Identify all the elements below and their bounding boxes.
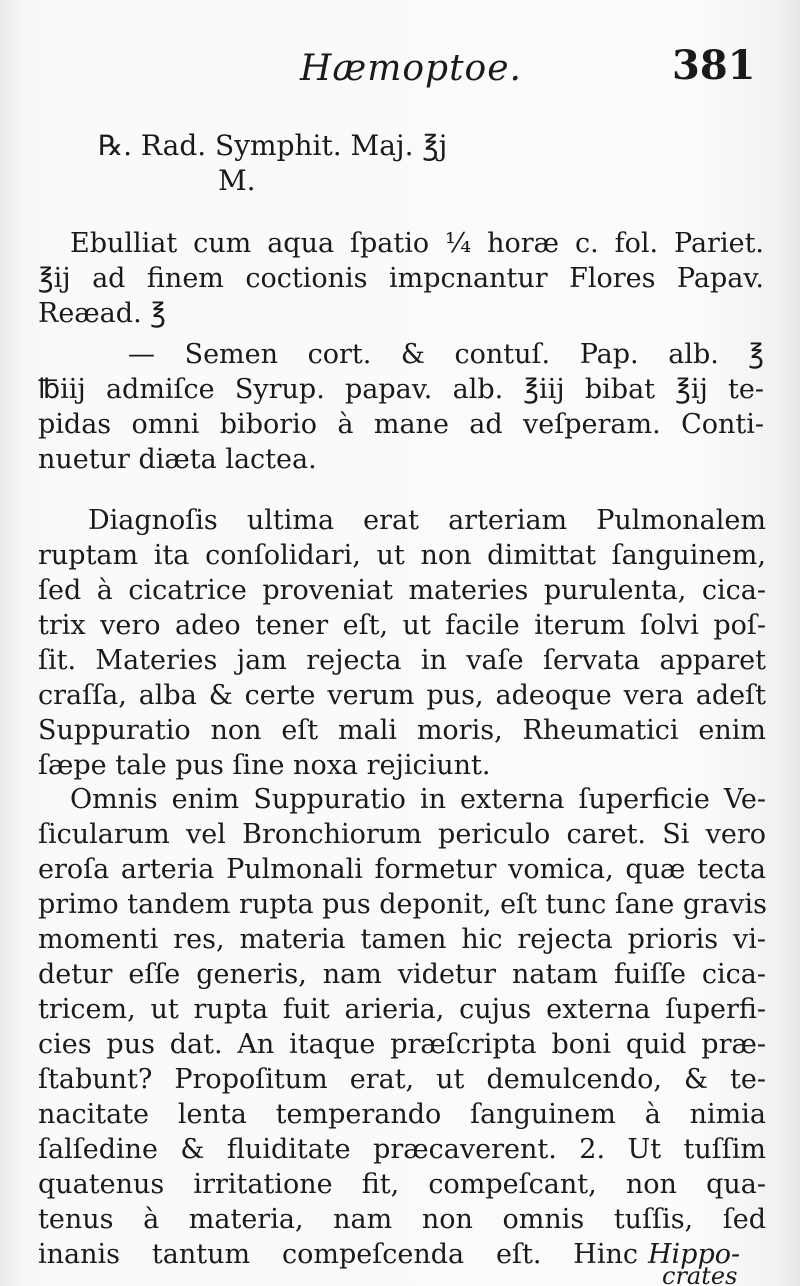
text-line: nuetur diæta lactea.: [38, 444, 317, 475]
text-line: tenus à materia, nam non omnis tuſſis, ſed: [38, 1204, 766, 1235]
page-header: [0, 38, 800, 98]
text-line: trix vero adeo tener eſt, ut facile iterum ſolvi poſ-: [38, 610, 766, 641]
page-number: 381: [672, 42, 756, 89]
text-line: Ebulliat cum aqua ſpatio ¼ horæ c. fol. Pariet.: [70, 228, 764, 259]
text-line: eroſa arteria Pulmonali formetur vomica, quæ tecta: [38, 854, 766, 885]
text-line: ſalſedine & fluiditate præcaverent. 2. Ut tuſſim: [38, 1134, 766, 1165]
text-line: ruptam ita conſolidari, ut non dimittat ſanguinem,: [38, 540, 766, 571]
text-line: ℥ij ad finem coctionis impcnantur Flores Papav.: [38, 263, 764, 294]
text-line: cies pus dat. An itaque præſcripta boni quid præ-: [38, 1029, 766, 1060]
text-line: quatenus irritatione fit, compeſcant, non qua-: [38, 1169, 766, 1200]
text-line: Reæad. ℥: [38, 298, 166, 329]
text-line: ſtabunt? Propoſitum erat, ut demulcendo, & te-: [38, 1064, 766, 1095]
text-line: nacitate lenta temperando ſanguinem à nimia: [38, 1099, 766, 1130]
text-line: Diagnoſis ultima erat arteriam Pulmonalem: [88, 505, 766, 536]
catchword: crates: [662, 1262, 738, 1286]
text-line: ſit. Materies jam rejecta in vaſe ſervata apparet: [38, 645, 766, 676]
text-line: primo tandem rupta pus deponit, eſt tunc ſane gravis: [38, 889, 767, 920]
running-title: Hæmoptoe.: [300, 48, 522, 89]
text-line: ſed à cicatrice proveniat materies purulenta, cica-: [38, 575, 766, 606]
text-line: ſæpe tale pus ſine noxa rejiciunt.: [38, 750, 491, 781]
text-line: ſicularum vel Bronchiorum periculo caret. Si vero: [38, 819, 766, 850]
text-line: inanis tantum compeſcenda eſt. Hinc: [38, 1239, 638, 1270]
text-line: pidas omni biborio à mane ad veſperam. Conti-: [38, 409, 764, 440]
text-line: ℔iij admiſce Syrup. papav. alb. ℥iij bibat ℥ij te-: [38, 374, 764, 405]
recipe-line: ℞. Rad. Symphit. Maj. ℥j: [98, 129, 448, 162]
text-line: detur eſſe generis, nam videtur natam fuiſſe cica-: [38, 959, 766, 990]
text-line: craſſa, alba & certe verum pus, adeoque vera adeſt: [38, 680, 766, 711]
recipe-line: M.: [218, 164, 256, 197]
text-line: Suppuratio non eſt mali moris, Rheumatici enim: [38, 715, 766, 746]
text-line: — Semen cort. & contuſ. Pap. alb. ℥: [128, 339, 764, 370]
text-line: Omnis enim Suppuratio in externa ſuperficie Ve-: [70, 784, 766, 815]
text-line: momenti res, materia tamen hic rejecta prioris vi-: [38, 924, 766, 955]
text-line-italic: Hippo-: [648, 1239, 741, 1270]
text-line: tricem, ut rupta fuit arieria, cujus externa ſuperfi-: [38, 994, 766, 1025]
